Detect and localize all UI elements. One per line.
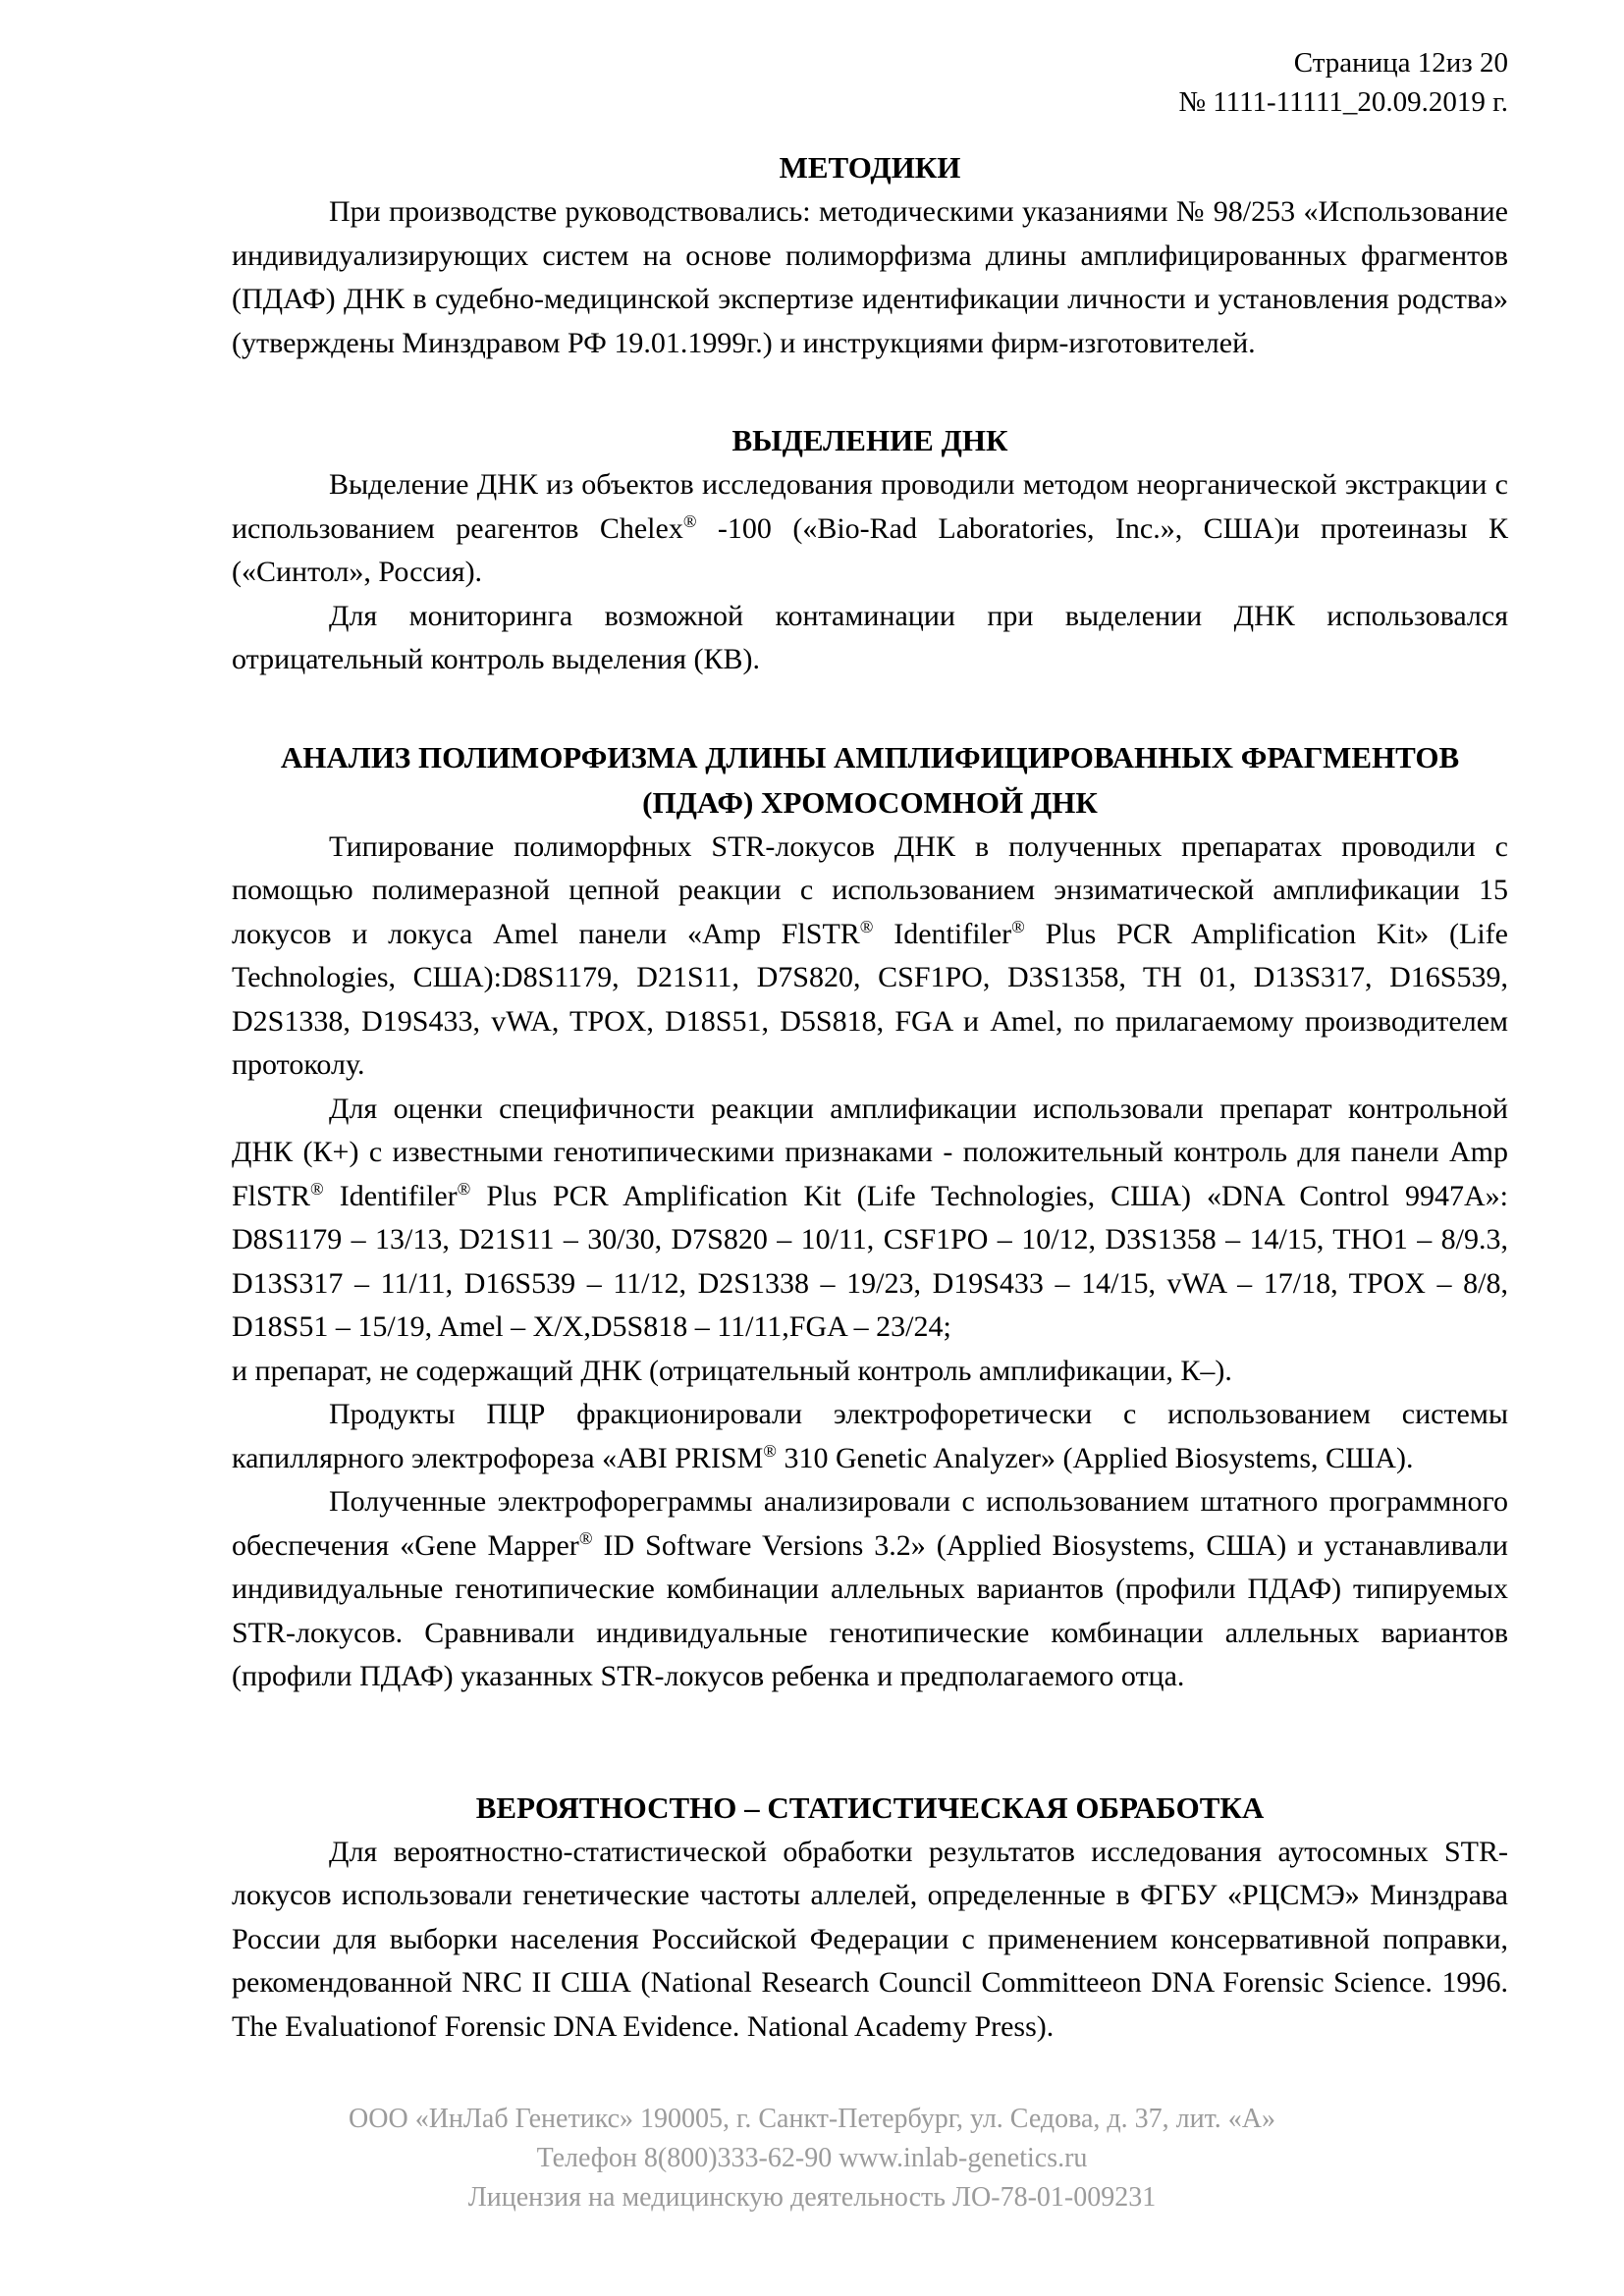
paragraph: Продукты ПЦР фракционировали электрофоретически с использованием системы капиллярного электрофореза «ABI PRISM® 310 Genetic Analyzer» (Applied Biosystems, США).: [232, 1398, 1508, 1474]
footer-line: Телефон 8(800)333-62-90 www.inlab-genetics.ru: [536, 2143, 1088, 2173]
paragraph: и препарат, не содержащий ДНК (отрицательный контроль амплификации, К–).: [232, 1354, 1232, 1387]
page-header: [232, 43, 1508, 122]
section-title: ВЕРОЯТНОСТНО – СТАТИСТИЧЕСКАЯ ОБРАБОТКА: [475, 1789, 1265, 1825]
registered-trademark-symbol: ®: [457, 1178, 471, 1199]
document-section: [232, 1786, 1508, 2050]
footer-line: Лицензия на медицинскую деятельность ЛО-78-01-009231: [467, 2182, 1157, 2213]
footer-line: ООО «ИнЛаб Генетикс» 190005, г. Санкт-Петербург, ул. Седова, д. 37, лит. «А»: [349, 2104, 1275, 2134]
paragraph: Для мониторинга возможной контаминации при выделении ДНК использовался отрицательный контроль выделения (КВ).: [232, 599, 1508, 675]
registered-trademark-symbol: ®: [1011, 916, 1025, 936]
section-title: МЕТОДИКИ: [779, 150, 961, 185]
section-title: ВЫДЕЛЕНИЕ ДНК: [731, 423, 1008, 457]
document-body: [232, 145, 1508, 2049]
page-number: Страница 12из 20: [1293, 47, 1508, 79]
paragraph: Для вероятностно-статистической обработки результатов исследования аутосомных STR-локусов использовали генетические частоты аллелей, определенные в ФГБУ «РЦСМЭ» Минздрава России для выборки населения Российской Федерации с применением консервативной поправки, рекомендованной NRC II США (National Research Council Committeeon DNA Forensic Science. 1996. The Evaluationof Forensic DNA Evidence. National Academy Press).: [232, 1835, 1508, 2043]
paragraph: Полученные электрофореграммы анализировали с использованием штатного программного обеспечения «Gene Mapper® ID Software Versions 3.2» (Applied Biosystems, США) и устанавливали индивидуальные генотипические комбинации аллельных вариантов (профили ПДАФ) типируемых STR-локусов. Сравнивали индивидуальные генотипические комбинации аллельных вариантов (профили ПДАФ) указанных STR-локусов ребенка и предполагаемого отца.: [232, 1485, 1508, 1692]
paragraph: Типирование полиморфных STR-локусов ДНК в полученных препаратах проводили с помощью полимеразной цепной реакции с использованием энзиматической амплификации 15 локусов и локуса Amel панели «Amp FlSTR® Identifiler® Plus PCR Amplification Kit» (Life Technologies, США):D8S1179, D21S11, D7S820, CSF1PO, D3S1358, TH 01, D13S317, D16S539, D2S1338, D19S433, vWA, TPOX, D18S51, D5S818, FGA и Amel, по прилагаемому производителем протоколу.: [232, 829, 1508, 1081]
paragraph: При производстве руководствовались: методическими указаниями № 98/253 «Использование индивидуализирующих систем на основе полиморфизма длины амплифицированных фрагментов (ПДАФ) ДНК в судебно-медицинской экспертизе идентификации личности и установления родства» (утверждены Минздравом РФ 19.01.1999г.) и инструкциями фирм-изготовителей.: [232, 195, 1508, 359]
registered-trademark-symbol: ®: [763, 1440, 777, 1461]
page-footer: [0, 2100, 1624, 2217]
paragraph: Для оценки специфичности реакции амплификации использовали препарат контрольной ДНК (К+) с известными генотипическими признаками - положительный контроль для панели Amp FlSTR® Identifiler® Plus PCR Amplification Kit (Life Technologies, США) «DNA Control 9947A»: D8S1179 – 13/13, D21S11 – 30/30, D7S820 – 10/11, CSF1PO – 10/12, D3S1358 – 14/15, THO1 – 8/9.3, D13S317 – 11/11, D16S539 – 11/12, D2S1338 – 19/23, D19S433 – 14/15, vWA – 17/18, TPOX – 8/8, D18S51 – 15/19, Amel – X/X,D5S818 – 11/11,FGA – 23/24;: [232, 1092, 1508, 1343]
registered-trademark-symbol: ®: [859, 916, 874, 936]
document-section: [232, 735, 1508, 1699]
section-title: АНАЛИЗ ПОЛИМОРФИЗМА ДЛИНЫ АМПЛИФИЦИРОВАННЫХ ФРАГМЕНТОВ (ПДАФ) ХРОМОСОМНОЙ ДНК: [280, 739, 1460, 820]
document-section: [232, 418, 1508, 682]
paragraph: Выделение ДНК из объектов исследования проводили методом неорганической экстракции с использованием реагентов Chelex® -100 («Bio-Rad Laboratories, Inc.», США)и протеиназы К («Синтол», Россия).: [232, 468, 1508, 588]
document-section: [232, 145, 1508, 365]
document-number: № 1111-11111_20.09.2019 г.: [1178, 86, 1508, 118]
registered-trademark-symbol: ®: [578, 1527, 593, 1548]
registered-trademark-symbol: ®: [310, 1178, 324, 1199]
registered-trademark-symbol: ®: [682, 510, 697, 531]
